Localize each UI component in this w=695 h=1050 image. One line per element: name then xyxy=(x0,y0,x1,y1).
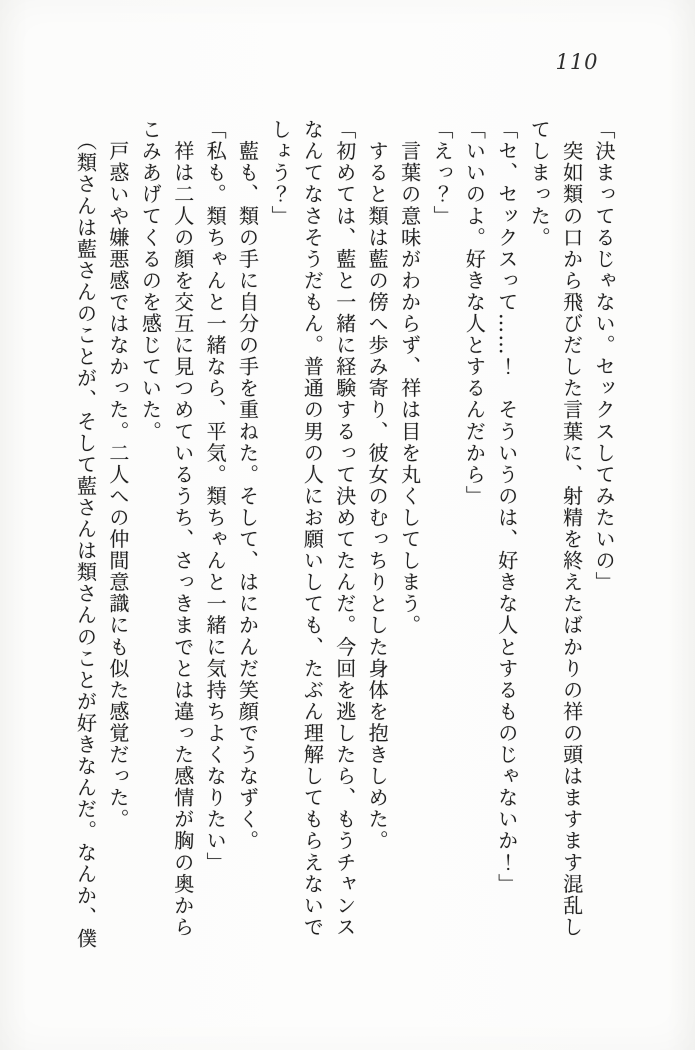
page-number: 110 xyxy=(555,50,599,74)
text-line: なんてなさそうだもん。普通の男の人にお願いしても、たぶん理解してもらえないで xyxy=(300,119,325,938)
text-line: しょう？」 xyxy=(267,119,292,227)
text-line: てしまった。 xyxy=(527,119,552,249)
text-line: 言葉の意味がわからず、祥は目を丸くしてしまう。 xyxy=(397,119,422,637)
text-line: 戸惑いや嫌悪感ではなかった。二人への仲間意識にも似た感覚だった。 xyxy=(105,119,130,831)
text-line: （類さんは藍さんのことが、そして藍さんは類さんのことが好きなんだ。なんか、僕 xyxy=(73,119,98,950)
text-line: 藍も、類の手に自分の手を重ねた。そして、はにかんだ笑顔でうなずく。 xyxy=(235,119,260,852)
text-line: 「決まってるじゃない。セックスしてみたいの」 xyxy=(592,119,616,594)
text-line: こみあげてくるのを感じていた。 xyxy=(138,119,163,443)
text-line: 「私も。類ちゃんと一緒なら、平気。類ちゃんと一緒に気持ちよくなりたい」 xyxy=(203,119,228,874)
text-line: 突如類の口から飛びだした言葉に、射精を終えたばかりの祥の頭はますます混乱し xyxy=(559,119,584,938)
text-line: すると類は藍の傍へ歩み寄り、彼女のむっちりとした身体を抱きしめた。 xyxy=(365,119,390,852)
text-line: 「いいのよ。好きな人とするんだから」 xyxy=(462,119,487,507)
text-line: 祥は二人の顔を交互に見つめているうち、さっきまでとは違った感情が胸の奥から xyxy=(170,119,195,938)
vertical-text-block xyxy=(69,119,620,964)
text-line: 「えっ？」 xyxy=(429,119,454,227)
text-line: 「セ、セックスって……！ そういうのは、好きな人とするものじゃないか！」 xyxy=(494,119,519,895)
text-line: 「初めては、藍と一緒に経験するって決めてたんだ。今回を逃したら、もうチャンス xyxy=(332,119,357,938)
